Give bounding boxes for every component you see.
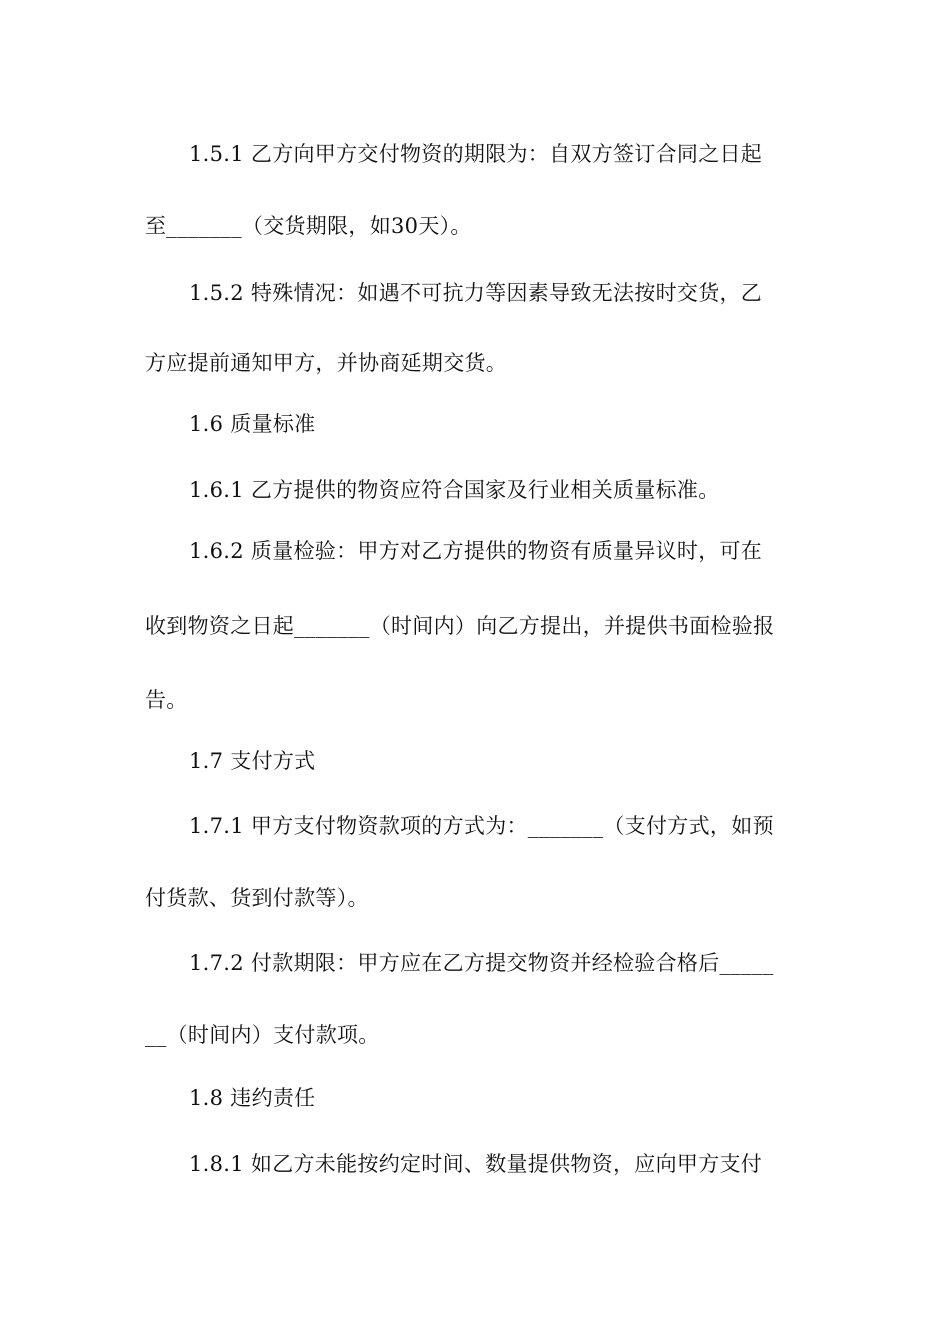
clause-1-5-2-line-1: 1.5.2 特殊情况：如遇不可抗力等因素导致无法按时交货，乙 <box>189 281 763 305</box>
clause-1-7-2-line-1: 1.7.2 付款期限：甲方应在乙方提交物资并经检验合格后_____ <box>189 951 774 975</box>
clause-1-6-2-line-3: 告。 <box>145 688 188 712</box>
clause-1-8-1-line-1: 1.8.1 如乙方未能按约定时间、数量提供物资，应向甲方支付 <box>189 1152 763 1176</box>
clause-1-5-2-line-2: 方应提前通知甲方，并协商延期交货。 <box>145 351 508 375</box>
clause-1-5-1-line-1: 1.5.1 乙方向甲方交付物资的期限为：自双方签订合同之日起 <box>189 142 763 166</box>
section-1-7-heading: 1.7 支付方式 <box>189 749 316 773</box>
clause-1-6-2-line-2: 收到物资之日起_______（时间内）向乙方提出，并提供书面检验报 <box>145 614 775 638</box>
clause-1-7-2-line-2: __（时间内）支付款项。 <box>145 1023 380 1047</box>
section-1-8-heading: 1.8 违约责任 <box>189 1086 316 1110</box>
clause-1-7-1-line-2: 付货款、货到付款等）。 <box>145 886 369 910</box>
clause-1-7-1-line-1: 1.7.1 甲方支付物资款项的方式为：_______（支付方式，如预 <box>189 814 774 838</box>
clause-1-6-2-line-1: 1.6.2 质量检验：甲方对乙方提供的物资有质量异议时，可在 <box>189 539 763 563</box>
clause-1-6-1-line-1: 1.6.1 乙方提供的物资应符合国家及行业相关质量标准。 <box>189 478 720 502</box>
clause-1-5-1-line-2: 至_______（交货期限，如30天）。 <box>145 214 472 238</box>
section-1-6-heading: 1.6 质量标准 <box>189 412 316 436</box>
